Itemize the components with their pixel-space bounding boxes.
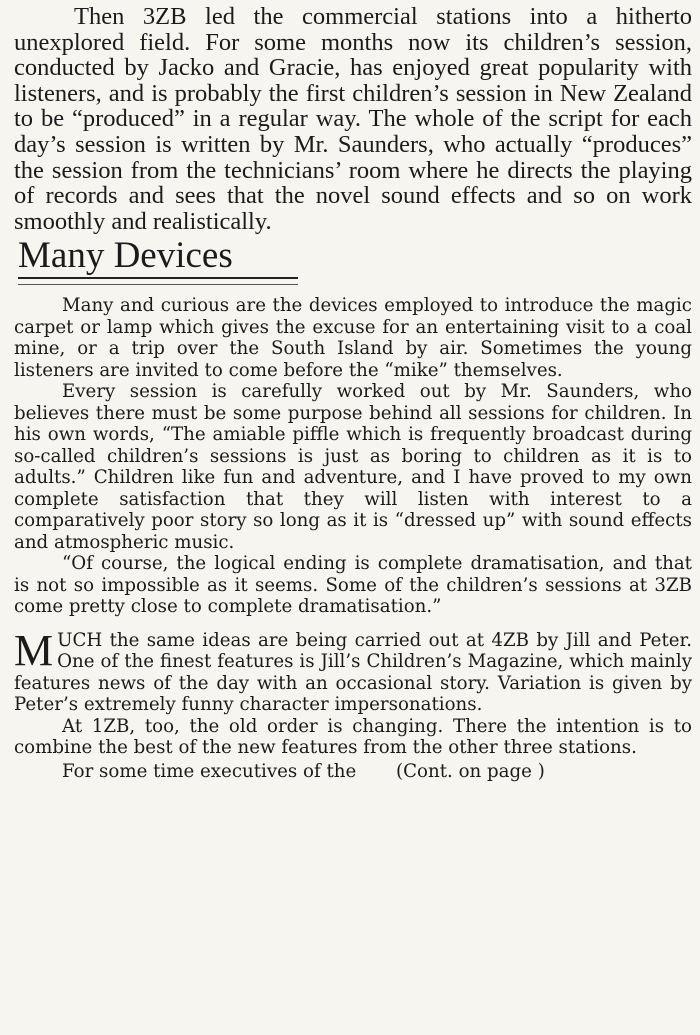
continuation-line	[14, 761, 692, 783]
dropcap-paragraph-text: UCH the same ideas are being carried out at 4ZB by Jill and Peter. One of the finest features is Jill’s Children’s Magazine, which mainly features news of the day with an occasional story. Variation is given by Peter’s extremely funny character impersonations.	[14, 629, 692, 716]
drop-cap-letter: M	[14, 625, 54, 675]
heading-underline	[18, 277, 298, 285]
intro-section	[14, 4, 692, 234]
body-paragraph-5: At 1ZB, too, the old order is changing. There the intention is to combine the best of the new features from the other three stations.	[14, 715, 692, 759]
last-line-text: For some time executives of the	[62, 760, 357, 782]
section-heading-block	[18, 236, 298, 285]
body-paragraph-3: “Of course, the logical ending is complete dramatisation, and that is not so impossible as it seems. Some of the children’s sessions at 3ZB come pretty close to complete dramatisation.”	[14, 553, 692, 618]
body-paragraph-1: Many and curious are the devices employed to introduce the magic carpet or lamp which gives the excuse for an entertaining visit to a coal mine, or a trip over the South Island by air. Sometimes the young listeners are invited to come before the “mike” themselves.	[14, 295, 692, 381]
dropcap-paragraph	[14, 625, 692, 716]
many-devices-section	[14, 295, 692, 782]
section-gap	[14, 618, 692, 630]
intro-paragraph: Then 3ZB led the commercial stations into a hitherto unexplored field. For some months now its children’s session, conducted by Jacko and Gracie, has enjoyed great popularity with listeners, and is probably the first children’s session in New Zealand to be “produced” in a regular way. The whole of the script for each day’s session is written by Mr. Saunders, who actually “produces” the session from the technicians’ room where he directs the playing of records and sees that the novel sound effects and so on work smoothly and realistically.	[14, 3, 692, 235]
body-paragraph-2: Every session is carefully worked out by Mr. Saunders, who believes there must be some purpose behind all sessions for children. In his own words, “The amiable piffle which is frequently broadcast during so-called children’s sessions is just as boring to children as it is to adults.” Children like fun and adventure, and I have proved to my own complete satisfaction that they will listen with interest to a comparatively poor story so long as it is “dressed up” with sound effects and atmospheric music.	[14, 381, 692, 553]
section-heading: Many Devices	[18, 235, 233, 277]
continued-notice: (Cont. on page )	[396, 760, 545, 782]
